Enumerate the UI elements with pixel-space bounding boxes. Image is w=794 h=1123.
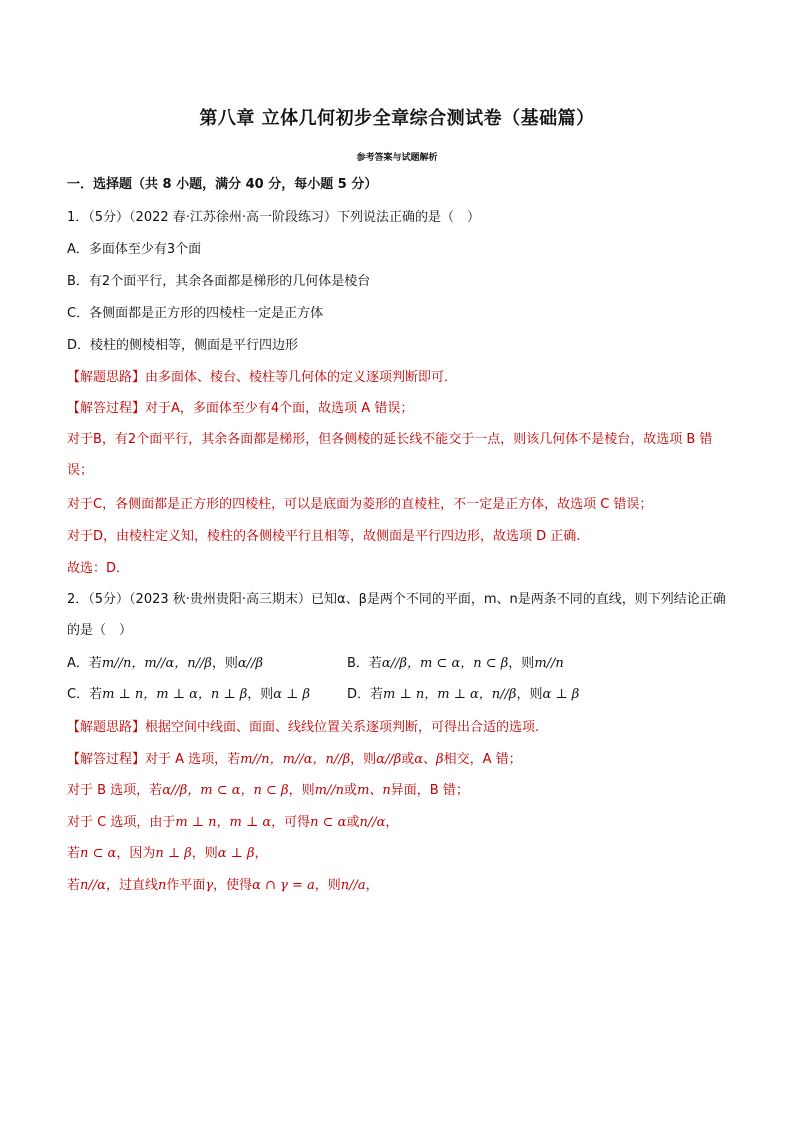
q2-proc-2: 对于 B 选项，若α//β，m ⊂ α，n ⊂ β，则m//n或m、n异面，B 错； [67,783,469,798]
solution-process-tag: 【解答过程】 [67,752,146,767]
math-expr: α ⊥ β [542,687,580,702]
q1-idea-text: 由多面体、棱台、棱柱等几何体的定义逐项判断即可． [145,370,458,385]
q1-option-c: C．各侧面都是正方形的四棱柱一定是正方体 [67,306,324,321]
math-expr: α ∩ γ = a [252,878,315,893]
math-expr: m//n，m//α，n//β [240,752,351,767]
math-expr: α//β，m ⊂ α，n ⊂ β [162,783,289,798]
q1-option-a: A．多面体至少有3个面 [67,242,202,257]
q2-solution-idea [67,719,539,737]
math-expr: α//β [376,752,402,767]
solution-idea-tag: 【解题思路】 [67,370,146,385]
math-expr: m//n [534,656,564,671]
math-expr: α//β [237,656,263,671]
math-expr: n//α [359,815,386,830]
q1-proc-4: 对于D，由棱柱定义知，棱柱的各侧棱平行且相等，故侧面是平行四边形，故选项 D 正确. [67,529,581,544]
q2-proc-1: 【解答过程】对于 A 选项，若m//n，m//α，n//β，则α//β或α、β相交，A 错； [67,752,522,767]
q2-proc-4: 若n ⊂ α，因为n ⊥ β，则α ⊥ β， [67,846,268,861]
section-heading: 一．选择题（共 8 小题，满分 40 分，每小题 5 分） [67,177,378,192]
math-expr: γ [205,878,214,893]
math-expr: m ⊥ n，m ⊥ α [175,815,272,830]
math-expr: m//n [314,783,345,798]
q1-solution-idea [67,369,457,387]
math-expr: α ⊥ β [273,687,311,702]
q1-proc-3: 对于C，各侧面都是正方形的四棱柱，可以是底面为菱形的直棱柱，不一定是正方体，故选项 C 错误； [67,497,653,512]
q2-option-c: C．若m ⊥ n，m ⊥ α，n ⊥ β，则α ⊥ β [67,687,311,702]
math-expr: m//n，m//α，n//β [101,656,212,671]
math-expr: n ⊥ β [155,846,192,861]
math-expr: m ⊥ n，m ⊥ α，n ⊥ β [102,687,248,702]
q2-option-d: D．若m ⊥ n，m ⊥ α，n//β，则α ⊥ β [347,687,580,702]
math-expr: n ⊂ α [80,846,117,861]
q1-stem: 1．（5分）（2022 春·江苏徐州·高一阶段练习）下列说法正确的是（ ） [67,210,481,225]
q1-proc-2: 对于B，有2个面平行，其余各面都是梯形，但各侧棱的延长线不能交于一点，则该几何体不是棱台，故选项 B 错误； [67,432,713,478]
solution-idea-tag: 【解题思路】 [67,720,146,735]
math-expr: α、β [414,752,444,767]
math-expr: n//α [80,878,106,893]
math-expr: m、n [357,783,391,798]
q2-option-a: A．若m//n，m//α，n//β，则α//β [67,656,263,671]
solution-process-tag: 【解答过程】 [67,401,146,416]
math-expr: n//a [340,878,366,893]
q2-stem: 2．（5分）（2023 秋·贵州贵阳·高三期末）已知α、β是两个不同的平面，m、n是两条不同的直线，则下列结论正确的是（ ） [67,592,726,638]
q1-option-d: D．棱柱的侧棱相等，侧面是平行四边形 [67,338,299,353]
math-expr: n [157,878,167,893]
math-expr: m ⊥ n，m ⊥ α，n//β [383,687,517,702]
page-subtitle: 参考答案与试题解析 [356,153,438,163]
q2-proc-5: 若n//α，过直线n作平面γ，使得α ∩ γ = a，则n//a， [67,878,379,893]
math-expr: α ⊥ β [217,846,255,861]
q1-solution-process [67,400,413,418]
q2-proc-3: 对于 C 选项，由于m ⊥ n，m ⊥ α，可得n ⊂ α或n//α， [67,815,399,830]
q1-answer: 故选：D． [67,561,130,576]
q1-proc-1: 对于A，多面体至少有4个面，故选项 A 错误； [145,401,414,416]
q2-option-b: B．若α//β，m ⊂ α，n ⊂ β，则m//n [347,656,564,671]
math-expr: n ⊂ α [310,815,347,830]
math-expr: α//β，m ⊂ α，n ⊂ β [381,656,509,671]
q1-option-b: B．有2个面平行，其余各面都是梯形的几何体是棱台 [67,274,371,289]
q2-idea-text: 根据空间中线面、面面、线线位置关系逐项判断，可得出合适的选项. [145,720,540,735]
page-title: 第八章 立体几何初步全章综合测试卷（基础篇） [199,108,595,129]
